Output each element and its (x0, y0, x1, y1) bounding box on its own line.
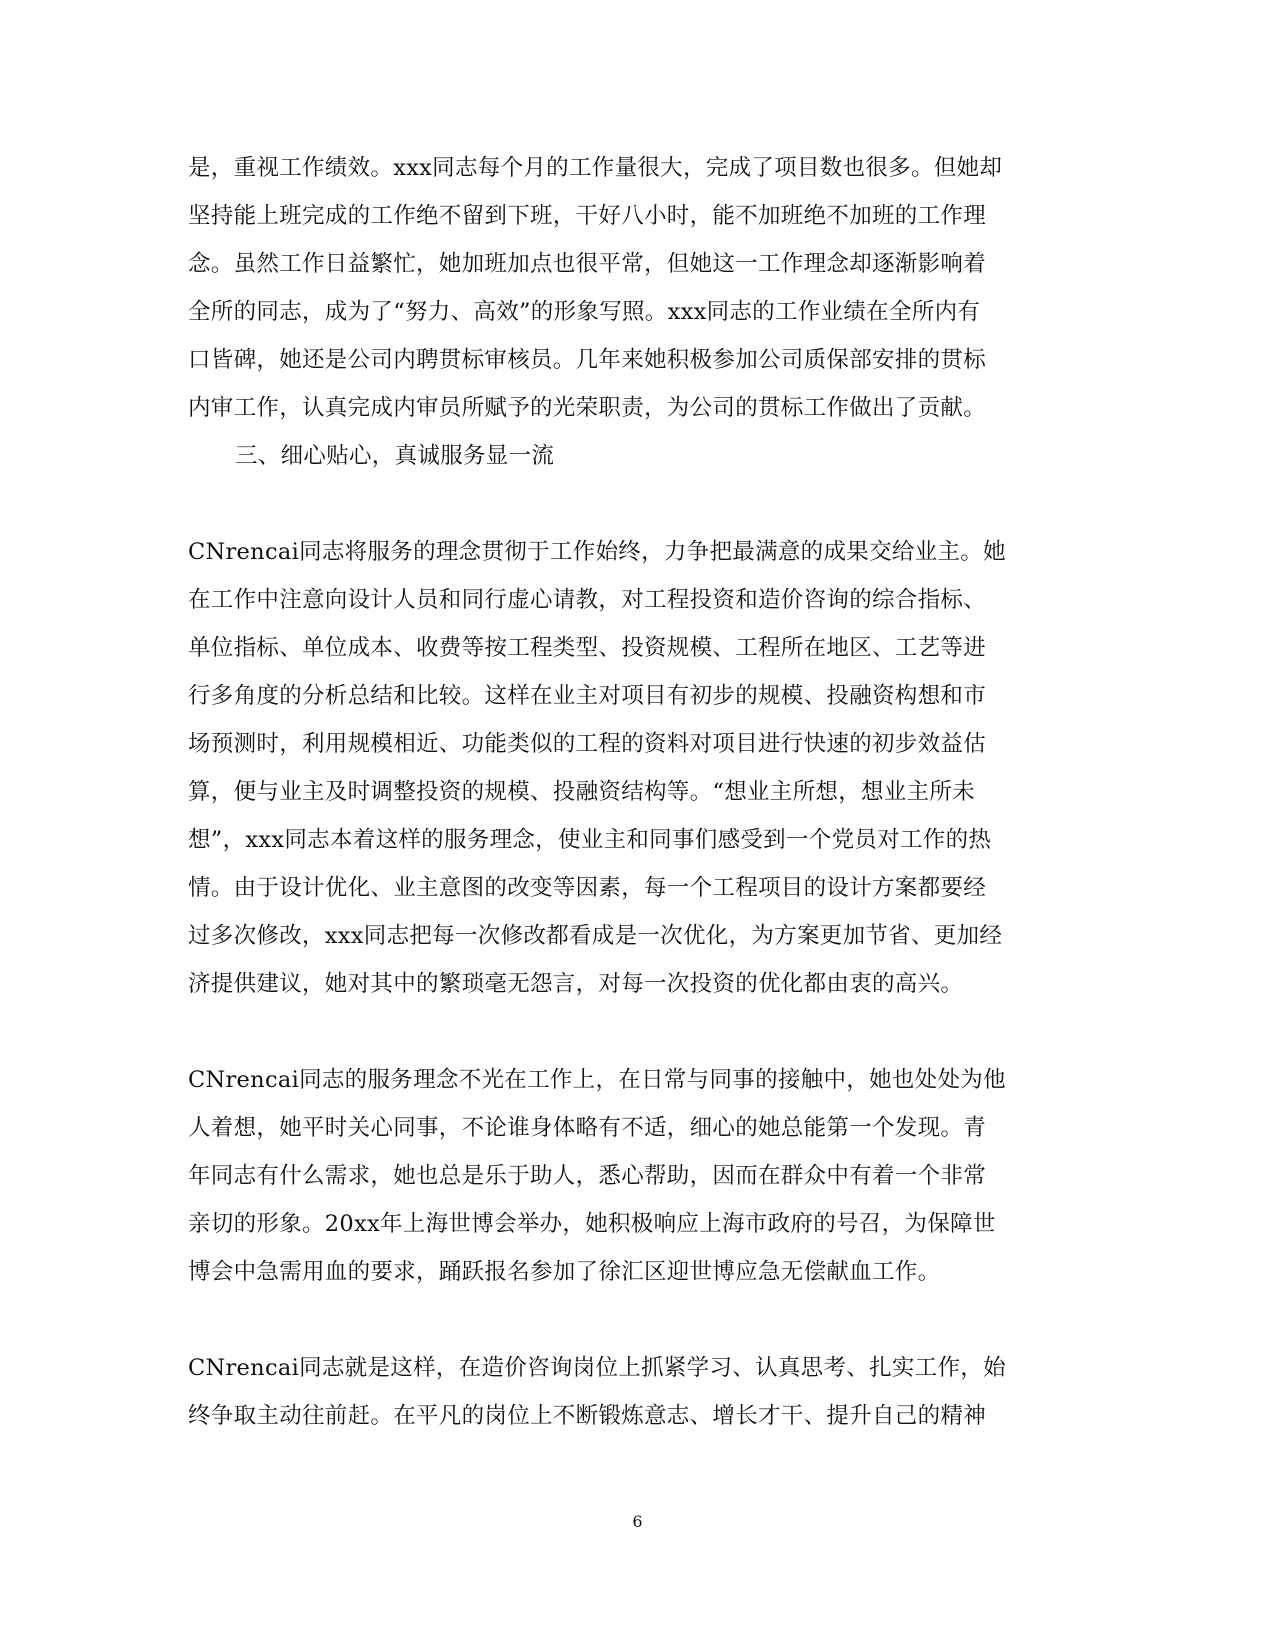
text-line: 念。虽然工作日益繁忙，她加班加点也很平常，但她这一工作理念却逐渐影响着 (188, 251, 987, 277)
text-line: 口皆碑，她还是公司内聘贯标审核员。几年来她积极参加公司质保部安排的贯标 (188, 347, 987, 373)
text-line: 算，便与业主及时调整投资的规模、投融资结构等。“想业主所想，想业主所未 (188, 779, 976, 805)
text-line: 内审工作，认真完成内审员所赋予的光荣职责，为公司的贯标工作做出了贡献。 (188, 395, 987, 421)
text-line: 单位指标、单位成本、收费等按工程类型、投资规模、工程所在地区、工艺等进 (188, 635, 987, 661)
text-line: CNrencai同志将服务的理念贯彻于工作始终，力争把最满意的成果交给业主。她 (188, 539, 1006, 565)
text-line: 是，重视工作绩效。xxx同志每个月的工作量很大，完成了项目数也很多。但她却 (188, 155, 1003, 181)
text-line: 想”，xxx同志本着这样的服务理念，使业主和同事们感受到一个党员对工作的热 (188, 827, 992, 853)
text-line: 终争取主动往前赶。在平凡的岗位上不断锻炼意志、增长才干、提升自己的精神 (188, 1403, 987, 1429)
page-number: 6 (632, 1512, 643, 1531)
text-line: 情。由于设计优化、业主意图的改变等因素，每一个工程项目的设计方案都要经 (188, 875, 987, 901)
text-line: 年同志有什么需求，她也总是乐于助人，悉心帮助，因而在群众中有着一个非常 (188, 1163, 987, 1189)
text-line: 全所的同志，成为了“努力、高效”的形象写照。xxx同志的工作业绩在全所内有 (188, 299, 981, 325)
text-line: 人着想，她平时关心同事，不论谁身体略有不适，细心的她总能第一个发现。青 (188, 1115, 987, 1141)
text-line: 场预测时，利用规模相近、功能类似的工程的资料对项目进行快速的初步效益估 (188, 731, 987, 757)
text-line: CNrencai同志的服务理念不光在工作上，在日常与同事的接触中，她也处处为他 (188, 1067, 1006, 1093)
text-line: 济提供建议，她对其中的繁琐毫无怨言，对每一次投资的优化都由衷的高兴。 (188, 971, 964, 997)
text-line: CNrencai同志就是这样，在造价咨询岗位上抓紧学习、认真思考、扎实工作，始 (188, 1355, 1006, 1381)
text-line: 行多角度的分析总结和比较。这样在业主对项目有初步的规模、投融资构想和市 (188, 683, 987, 709)
text-line: 过多次修改，xxx同志把每一次修改都看成是一次优化，为方案更加节省、更加经 (188, 923, 1003, 949)
text-line: 坚持能上班完成的工作绝不留到下班，干好八小时，能不加班绝不加班的工作理 (188, 203, 987, 229)
text-line: 在工作中注意向设计人员和同行虚心请教，对工程投资和造价咨询的综合指标、 (188, 587, 987, 613)
section-heading: 三、细心贴心，真诚服务显一流 (235, 443, 555, 469)
text-line: 博会中急需用血的要求，踊跃报名参加了徐汇区迎世博应急无偿献血工作。 (188, 1259, 941, 1285)
text-line: 亲切的形象。20xx年上海世博会举办，她积极响应上海市政府的号召，为保障世 (188, 1211, 996, 1237)
